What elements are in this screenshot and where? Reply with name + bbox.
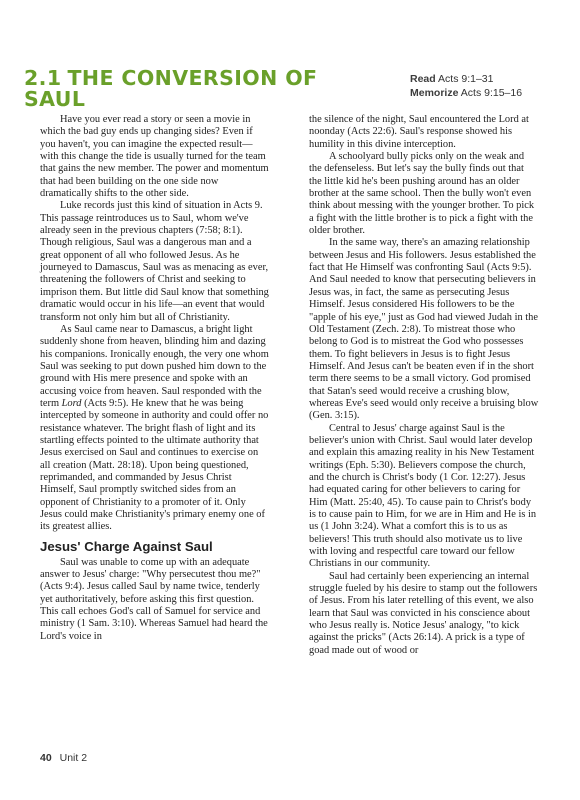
italic-term: Lord [61,397,82,409]
read-value: Acts 9:1–31 [438,73,494,85]
paragraph: A schoolyard bully picks only on the weak and the defenseless. But let's say the bully finds out that the little kid he's been pushing around has an older brother at the same school. Then the bully won't even think about messing with the younger brother. To pick a fight with the little brother is to pick a fight with the older brother. [309,151,535,237]
title-line-2: SAUL [24,87,86,111]
paragraph [40,324,270,534]
right-column [309,114,539,657]
read-label: Read [410,73,436,85]
paragraph: Have you ever read a story or seen a movie in which the bad guy ends up changing sides? Even if you haven't, you can imagine the expected result—with this change the tide is usually turned for the team that gains the new member. The power and momentum that had been building on the one side now dramatically shifts to the other side. [40,114,269,200]
read-reference [410,72,560,86]
paragraph-text: (Acts 9:5). He knew that he was being intercepted by someone in authority and could offer no resistance whatever. The bright flash of light and its startling effects pointed to the ultimate authority that Jesus exercised on Saul and continues to exercise on all creation (Matt. 28:18). Upon being questioned, reprimanded, and commanded by Jesus Christ Himself, Saul promptly switched sides from an opponent of Christianity to a promoter of it. Only Jesus could make Christianity's primary enemy one of its greatest allies. [40,397,269,533]
page-footer [40,752,87,764]
paragraph: Central to Jesus' charge against Saul is the believer's union with Christ. Saul would later develop and explain this amazing reality in his New Testament writings (Eph. 5:30). Believers compose the church, and the church is Christ's body (1 Cor. 12:27). Jesus had equated caring for other believers to caring for Him (Matt. 25:40, 45). To cause pain to Christ's body is to cause pain to Him, for we are in Him and He is in us (1 John 3:24). What a comfort this is to us as believers! This truth should also motivate us to live with loving and respectful care toward our fellow Christians in our community. [309,422,537,570]
page-number: 40 [40,752,52,764]
paragraph: Saul had certainly been experiencing an internal struggle fueled by his desire to stamp out the followers of Jesus. From his later retelling of this event, we also learn that Saul was convicted in his conscience about who Jesus really is. Notice Jesus' analogy, "to kick against the pricks" (Acts 26:14). A prick is a type of goad made out of wood or [309,570,538,656]
paragraph: Saul was unable to come up with an adequate answer to Jesus' charge: "Why persecutest thou me?" (Acts 9:4). Jesus called Saul by name twice, tenderly yet authoritatively, before asking this first question. This call echoes God's call of Samuel for service and ministry (1 Sam. 3:10). Whereas Samuel had heard the Lord's voice in [40,556,268,642]
unit-label: Unit 2 [59,752,88,764]
section-heading: Jesus' Charge Against Saul [40,538,213,554]
paragraph: Luke records just this kind of situation in Acts 9. This passage reintroduces us to Saul, whom we've already seen in the previous chapters (7:58; 8:1). Though religious, Saul was a dangerous man and a great opponent of all who followed Jesus. As he journeyed to Damascus, Saul was as menacing as ever, threatening the followers of Christ and seeking to imprison them. But little did Saul know that something dramatic would occur in his life—an event that would transform not only him but all of Christianity. [40,200,269,323]
section-number: 2.1 [24,66,62,90]
memorize-reference [410,86,560,100]
title-line-1: THE CONVERSION OF [67,66,318,90]
paragraph-text: As Saul came near to Damascus, a bright light suddenly shone from heaven, blinding him and dazing his companions. Ironically enough, the very one whom Saul was seeking to put down pushed him down to the ground with His mere presence and spoke with an accusing voice from heaven. Saul responded with the term [40,323,269,409]
page-title [24,68,354,110]
memorize-value: Acts 9:15–16 [460,87,523,99]
paragraph: the silence of the night, Saul encountered the Lord at noonday (Acts 22:6). Saul's response showed his humility in this divine interception. [309,114,529,150]
scripture-references [410,72,560,100]
memorize-label: Memorize [410,87,459,99]
paragraph: In the same way, there's an amazing relationship between Jesus and His followers. Jesus established the fact that He Himself was confronting Saul (Acts 9:5). And Saul needed to know that persecuting believers in Jesus was, in fact, the same as persecuting Jesus Himself. Jesus considered His followers to be the "apple of his eye," just as God had viewed Judah in the Old Testament (Zech. 2:8). To mistreat those who belong to God is to mistreat the God who possesses them. To fight believers in Jesus is to fight Jesus Himself. And Jesus can't be beaten even if in the short term there seems to be a small victory. God promised that Satan's seed would receive a crushing blow, whereas Eve's seed would only receive a bruising blow (Gen. 3:15). [309,237,539,422]
left-column [40,114,270,643]
